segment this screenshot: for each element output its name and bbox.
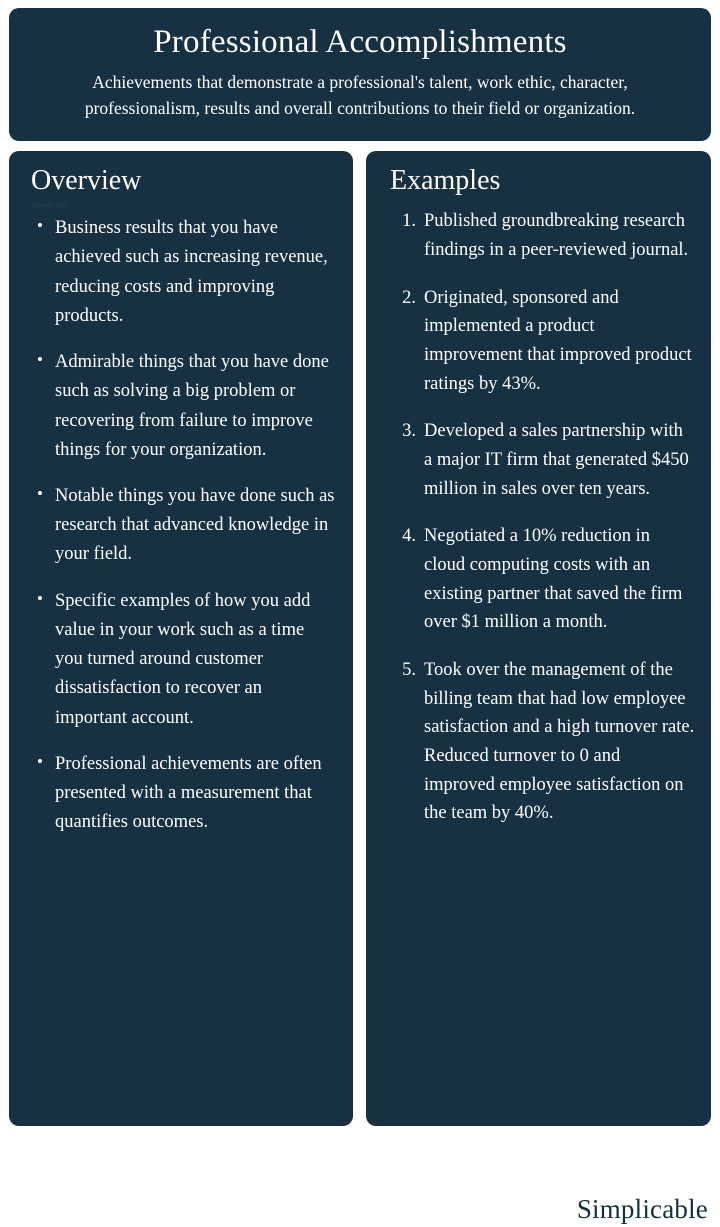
list-item: Originated, sponsored and implemented a product improvement that improved product ratings by 43%. — [424, 287, 692, 394]
examples-card — [366, 151, 711, 1126]
list-item: Negotiated a 10% reduction in cloud computing costs with an existing partner that saved the firm over $1 million a month. — [424, 526, 683, 633]
list-item: • Professional achievements are often presented with a measurement that quantifies outcomes. — [33, 750, 335, 838]
page-subtitle: Achievements that demonstrate a professional's talent, work ethic, character, professionalism, results and overall contributions to their field or organization. — [84, 72, 636, 118]
list-item: • Specific examples of how you add value in your work such as a time you turned around customer dissatisfaction to recover an important account. — [33, 587, 335, 733]
list-item: Developed a sales partnership with a major IT firm that generated $450 million in sales over ten years. — [424, 421, 689, 499]
overview-title: Overview — [31, 165, 142, 197]
overview-list — [25, 214, 335, 837]
header-card — [9, 8, 711, 141]
watermark-label: simplicable — [33, 201, 69, 210]
overview-card — [9, 151, 353, 1126]
content-columns — [9, 151, 711, 1126]
brand-footer: Simplicable — [576, 1194, 708, 1224]
examples-title: Examples — [390, 165, 501, 197]
page-title: Professional Accomplishments — [153, 24, 567, 60]
list-item: • Admirable things that you have done such as solving a big problem or recovering from failure to improve things for your organization. — [33, 348, 335, 465]
list-item: Published groundbreaking research findings in a peer-reviewed journal. — [424, 211, 689, 260]
examples-list — [384, 207, 695, 828]
list-item: • Business results that you have achieved such as increasing revenue, reducing costs and improving products. — [33, 214, 335, 331]
list-item: Took over the management of the billing team that had low employee satisfaction and a high turnover rate. Reduced turnover to 0 and improved employee satisfaction on the team by 40%. — [424, 659, 695, 824]
list-item: • Notable things you have done such as research that advanced knowledge in your field. — [33, 482, 335, 570]
